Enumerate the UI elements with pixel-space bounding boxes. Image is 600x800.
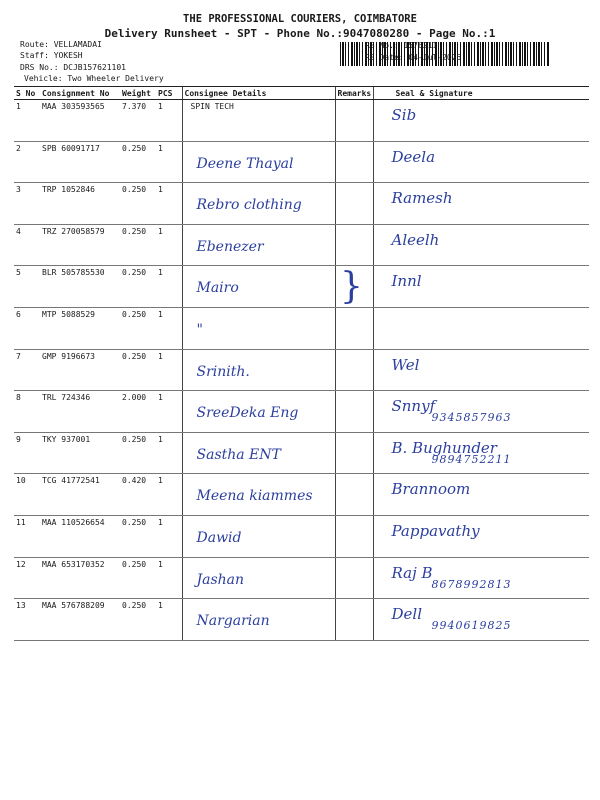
serial-number-cell: 8 <box>14 391 40 433</box>
remarks-cell <box>335 391 373 433</box>
consignee-name: SPIN TECH <box>190 102 234 111</box>
remarks-cell <box>335 432 373 474</box>
consignee-handwritten: Deene Thayal <box>196 155 294 172</box>
drs-number: DRS No.: DCJB157621101 <box>20 63 126 72</box>
signature-cell <box>373 307 589 349</box>
consignee-cell <box>182 599 335 641</box>
rs-date: RS Date: 04-Jul-2025 <box>365 53 462 62</box>
signature-cell <box>373 432 589 474</box>
consignment-number-cell: TCG 41772541 <box>40 474 120 516</box>
col-header-pcs: PCS <box>156 87 182 100</box>
col-header-signature: Seal & Signature <box>373 87 589 100</box>
weight-cell: 0.250 <box>120 515 156 557</box>
consignment-number-cell: TRL 724346 <box>40 391 120 433</box>
weight-cell: 0.420 <box>120 474 156 516</box>
handwritten-signature: Deela <box>391 147 436 166</box>
consignment-number-cell: MAA 576788209 <box>40 599 120 641</box>
consignee-handwritten: Jashan <box>196 571 245 588</box>
signature-cell <box>373 224 589 266</box>
consignee-handwritten: Nargarian <box>196 613 270 630</box>
handwritten-phone-number: 9940619825 <box>431 619 512 633</box>
remarks-cell <box>335 515 373 557</box>
weight-cell: 0.250 <box>120 141 156 183</box>
consignment-number-cell: BLR 505785530 <box>40 266 120 308</box>
handwritten-phone-number: 9345857963 <box>431 411 512 425</box>
consignee-handwritten: " <box>196 321 203 338</box>
consignment-number-cell: GMP 9196673 <box>40 349 120 391</box>
serial-number-cell: 9 <box>14 432 40 474</box>
consignment-number-cell: MAA 303593565 <box>40 100 120 142</box>
table-row <box>14 100 589 142</box>
consignee-handwritten: Srinith. <box>196 363 250 380</box>
consignment-number-cell: SPB 60091717 <box>40 141 120 183</box>
handwritten-signature: Ramesh <box>391 189 453 208</box>
consignee-cell <box>182 432 335 474</box>
handwritten-brace: } <box>340 266 363 307</box>
consignment-number-cell: TRP 1052846 <box>40 183 120 225</box>
serial-number-cell: 12 <box>14 557 40 599</box>
consignee-handwritten: SreeDeka Eng <box>196 405 299 422</box>
table-row <box>14 599 589 641</box>
handwritten-signature: Sib <box>391 106 417 124</box>
col-header-consignment: Consignment No <box>40 87 120 100</box>
table-row <box>14 474 589 516</box>
remarks-cell <box>335 474 373 516</box>
serial-number-cell: 13 <box>14 599 40 641</box>
consignee-cell <box>182 141 335 183</box>
handwritten-phone-number: 8678992813 <box>431 577 512 591</box>
weight-cell: 0.250 <box>120 266 156 308</box>
pieces-cell: 1 <box>156 307 182 349</box>
weight-cell: 0.250 <box>120 224 156 266</box>
consignee-cell <box>182 349 335 391</box>
serial-number-cell: 1 <box>14 100 40 142</box>
consignee-cell <box>182 307 335 349</box>
consignee-handwritten: Mairo <box>196 280 239 297</box>
consignment-number-cell: MAA 110526654 <box>40 515 120 557</box>
table-header-row <box>14 87 589 100</box>
remarks-cell <box>335 100 373 142</box>
signature-cell <box>373 599 589 641</box>
handwritten-signature: Raj B <box>391 563 433 582</box>
col-header-consignee: Consignee Details <box>182 87 335 100</box>
table-row <box>14 307 589 349</box>
weight-cell: 0.250 <box>120 183 156 225</box>
handwritten-phone-number: 9894752211 <box>431 452 512 466</box>
remarks-cell <box>335 557 373 599</box>
pieces-cell: 1 <box>156 391 182 433</box>
table-row <box>14 391 589 433</box>
table-row <box>14 266 589 308</box>
weight-cell: 0.250 <box>120 349 156 391</box>
staff-text: Staff: YOKESH <box>20 51 83 60</box>
consignee-handwritten: Meena kiammes <box>196 488 313 505</box>
rs-number: RS No.: 1576211 <box>365 41 438 50</box>
consignment-number-cell: TRZ 270058579 <box>40 224 120 266</box>
serial-number-cell: 3 <box>14 183 40 225</box>
table-row <box>14 224 589 266</box>
consignee-handwritten: Rebro clothing <box>196 197 302 214</box>
pieces-cell: 1 <box>156 183 182 225</box>
signature-cell <box>373 557 589 599</box>
consignee-cell <box>182 100 335 142</box>
handwritten-signature: Innl <box>391 272 422 291</box>
company-title: THE PROFESSIONAL COURIERS, COIMBATORE <box>183 13 417 25</box>
serial-number-cell: 7 <box>14 349 40 391</box>
serial-number-cell: 5 <box>14 266 40 308</box>
weight-cell: 7.370 <box>120 100 156 142</box>
remarks-cell <box>335 183 373 225</box>
col-header-remarks: Remarks <box>335 87 373 100</box>
consignee-cell <box>182 183 335 225</box>
pieces-cell: 1 <box>156 224 182 266</box>
handwritten-signature: B. Bughunder <box>391 438 497 457</box>
consignee-cell <box>182 266 335 308</box>
handwritten-signature: Snnyf <box>391 397 436 416</box>
signature-cell <box>373 349 589 391</box>
consignee-handwritten: Ebenezer <box>196 238 264 255</box>
signature-cell <box>373 183 589 225</box>
pieces-cell: 1 <box>156 474 182 516</box>
table-row <box>14 557 589 599</box>
runsheet-table <box>14 86 589 641</box>
serial-number-cell: 2 <box>14 141 40 183</box>
table-row <box>14 432 589 474</box>
consignee-cell <box>182 474 335 516</box>
consignee-cell <box>182 391 335 433</box>
table-row <box>14 183 589 225</box>
signature-cell <box>373 474 589 516</box>
handwritten-signature: Aleelh <box>391 230 440 249</box>
pieces-cell: 1 <box>156 557 182 599</box>
route-text: Route: VELLAMADAI <box>20 40 102 49</box>
signature-cell <box>373 266 589 308</box>
vehicle-text: Vehicle: Two Wheeler Delivery <box>24 74 164 83</box>
remarks-cell <box>335 141 373 183</box>
runsheet-title: Delivery Runsheet - SPT - Phone No.:9047080280 - Page No.:1 <box>104 27 496 40</box>
serial-number-cell: 6 <box>14 307 40 349</box>
table-row <box>14 515 589 557</box>
signature-cell <box>373 100 589 142</box>
table-row <box>14 349 589 391</box>
remarks-cell <box>335 349 373 391</box>
serial-number-cell: 10 <box>14 474 40 516</box>
remarks-cell <box>335 599 373 641</box>
pieces-cell: 1 <box>156 141 182 183</box>
handwritten-signature: Brannoom <box>391 480 471 499</box>
weight-cell: 0.250 <box>120 557 156 599</box>
weight-cell: 2.000 <box>120 391 156 433</box>
consignee-cell <box>182 515 335 557</box>
consignee-handwritten: Dawid <box>196 529 242 546</box>
table-row <box>14 141 589 183</box>
consignee-handwritten: Sastha ENT <box>196 446 281 463</box>
col-header-sno: S No <box>14 87 40 100</box>
pieces-cell: 1 <box>156 266 182 308</box>
handwritten-signature: Dell <box>391 605 422 624</box>
consignment-number-cell: MAA 653170352 <box>40 557 120 599</box>
serial-number-cell: 11 <box>14 515 40 557</box>
pieces-cell: 1 <box>156 349 182 391</box>
pieces-cell: 1 <box>156 432 182 474</box>
pieces-cell: 1 <box>156 515 182 557</box>
signature-cell <box>373 141 589 183</box>
signature-cell <box>373 515 589 557</box>
pieces-cell: 1 <box>156 100 182 142</box>
consignee-cell <box>182 557 335 599</box>
handwritten-signature: Wel <box>391 355 420 374</box>
handwritten-signature: Pappavathy <box>391 521 480 540</box>
consignee-cell <box>182 224 335 266</box>
weight-cell: 0.250 <box>120 432 156 474</box>
remarks-cell <box>335 224 373 266</box>
weight-cell: 0.250 <box>120 307 156 349</box>
remarks-cell <box>335 307 373 349</box>
consignment-number-cell: MTP 5088529 <box>40 307 120 349</box>
signature-cell <box>373 391 589 433</box>
serial-number-cell: 4 <box>14 224 40 266</box>
weight-cell: 0.250 <box>120 599 156 641</box>
consignment-number-cell: TKY 937001 <box>40 432 120 474</box>
pieces-cell: 1 <box>156 599 182 641</box>
col-header-weight: Weight <box>120 87 156 100</box>
